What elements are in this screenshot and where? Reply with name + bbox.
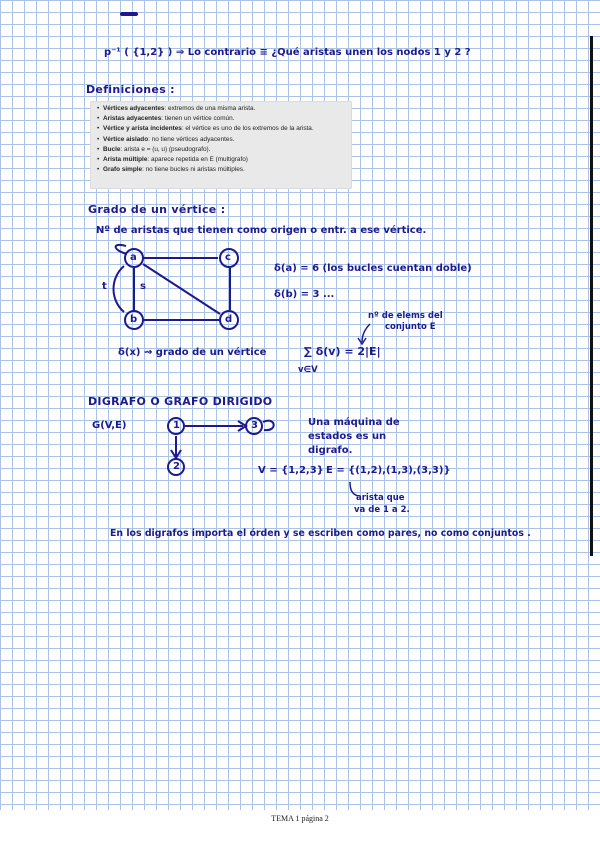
node-c-label: c: [225, 252, 231, 263]
node-2-label: 2: [173, 461, 180, 472]
node-d-label: d: [225, 314, 233, 325]
handshake-formula: ∑ δ(v) = 2|E|: [304, 345, 381, 358]
definition-item: • Vértice y arista incidentes: el vértice es uno de los extremos de la arista.: [97, 125, 314, 133]
arrow-note-1: arista que: [356, 493, 405, 503]
degree-a: δ(a) = 6 (los bucles cuentan doble): [274, 263, 472, 274]
annotation-set: conjunto E: [385, 322, 436, 332]
node-b-label: b: [130, 314, 138, 325]
definition-item: • Vértice aislado: no tiene vértices adyacentes.: [97, 135, 235, 143]
edge-set: E = {(1,2),(1,3),(3,3)}: [326, 465, 451, 476]
degree-definition: Nº de aristas que tienen como origen o entr. a ese vértice.: [96, 225, 427, 236]
degree-notation: δ(x) ⇝ grado de un vértice: [118, 347, 267, 358]
page-footer: TEMA 1 página 2: [271, 814, 329, 823]
node-a-label: a: [130, 252, 137, 263]
loop-3: [263, 421, 274, 431]
machine-note-3: digrafo.: [308, 445, 353, 456]
definition-item: • Bucle: arista e = (u, u) (pseudografo).: [97, 145, 211, 153]
digraph-name: G(V,E): [92, 420, 127, 431]
loop-label: t: [102, 281, 107, 292]
edge-label: s: [140, 281, 146, 292]
node-1-label: 1: [173, 420, 180, 431]
machine-note-2: estados es un: [308, 431, 387, 442]
definition-item: • Grafo simple: no tiene bucles ni aristas múltiples.: [97, 166, 245, 174]
digraph-heading: DIGRAFO O GRAFO DIRIGIDO: [88, 395, 273, 408]
degree-b: δ(b) = 3 ...: [274, 289, 335, 300]
node-3-label: 3: [251, 420, 258, 431]
arrow-note-2: va de 1 a 2.: [354, 505, 410, 515]
definition-item: • Arista múltiple: aparece repetida en E (multigrafo): [97, 156, 248, 164]
definition-item: • Vértices adyacentes: extremos de una misma arista.: [97, 105, 256, 112]
machine-note-1: Una máquina de: [308, 417, 400, 428]
vertex-set: V = {1,2,3}: [258, 465, 324, 476]
conclusion: En los digrafos importa el órden y se escriben como pares, no como conjuntos .: [110, 528, 531, 539]
sum-subscript: v∈V: [298, 365, 318, 375]
annotation-count: nº de elems del: [368, 311, 443, 321]
inverse-line: p⁻¹ ( {1,2} ) ⇒ Lo contrario ≡ ¿Qué aristas unen los nodos 1 y 2 ?: [104, 47, 471, 58]
degree-heading: Grado de un vértice :: [88, 203, 226, 216]
definition-item: • Aristas adyacentes: tienen un vértice común.: [97, 115, 235, 123]
definitions-heading: Definiciones :: [86, 83, 175, 96]
